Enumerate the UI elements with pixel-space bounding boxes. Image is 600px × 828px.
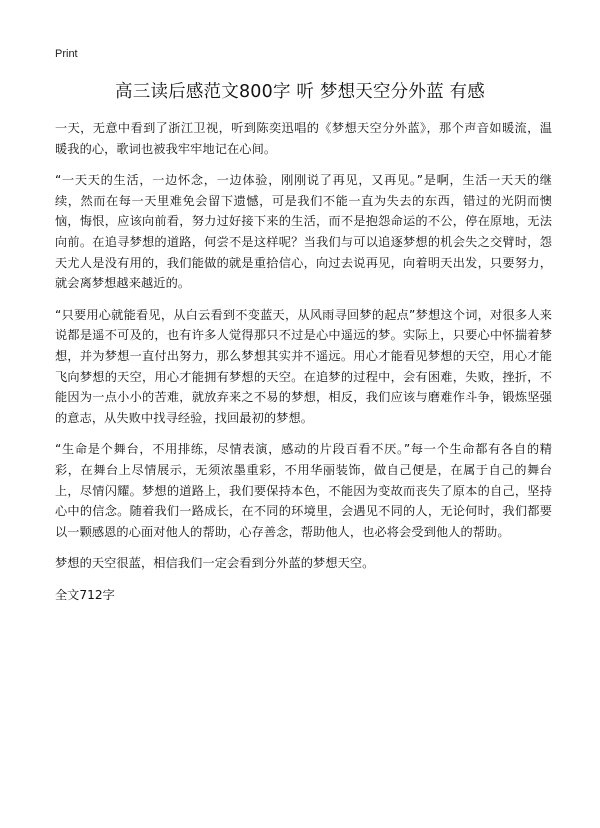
article-body [55,118,552,605]
document-title: 高三读后感范文800字 听 梦想天空分外蓝 有感 [115,82,485,102]
paragraph-4: “生命是个舞台，不用排练，尽情表演，感动的片段百看不厌。”每一个生命都有各自的精彩，在舞台上尽情展示，无须浓墨重彩，不用华丽装饰，做自己便是，在属于自己的舞台上，尽情闪耀。梦想的道路上，我们要保持本色，不能因为变故而丧失了原本的自己，坚持心中的信念。随着我们一路成长，在不同的环境里，会遇见不同的人，无论何时，我们都要以一颗感恩的心面对他人的帮助，心存善念，帮助他人，也必将会受到他人的帮助。 [55,442,552,539]
paragraph-5: 梦想的天空很蓝，相信我们一定会看到分外蓝的梦想天空。 [55,556,375,571]
paragraph-2: “一天天的生活，一边怀念，一边体验，刚刚说了再见，又再见。”是啊，生活一天天的继续，然而在每一天里难免会留下遗憾，可是我们不能一直为失去的东西，错过的光阴而懊恼，悔恨，应该向前看，努力过好接下来的生活，而不是抱怨命运的不公，停在原地，无法向前。在追寻梦想的道路，何尝不是这样呢？当我们与可以追逐梦想的机会失之交臂时，怨天尤人是没有用的，我们能做的就是重拾信心，向过去说再见，向着明天出发，只要努力，就会离梦想越来越近的。 [55,173,552,291]
paragraph-1: 一天，无意中看到了浙江卫视，听到陈奕迅唱的《梦想天空分外蓝》，那个声音如暖流，温暖我的心，歌词也被我牢牢地记在心间。 [55,121,552,156]
print-link[interactable]: Print [55,48,78,60]
paragraph-3: “只要用心就能看见，从白云看到不变蓝天，从风雨寻回梦的起点”梦想这个词，对很多人来说都是遥不可及的，也有许多人觉得那只不过是心中遥远的梦。实际上，只要心中怀揣着梦想，并为梦想一直付出努力，那么梦想其实并不遥远。用心才能看见梦想的天空，用心才能飞向梦想的天空，用心才能拥有梦想的天空。在追梦的过程中，会有困难，失败，挫折，不能因为一点小小的苦难，就放弃来之不易的梦想，相反，我们应该与磨难作斗争，锻炼坚强的意志，从失败中找寻经验，找回最初的梦想。 [55,307,552,425]
word-count: 全文712字 [55,587,115,602]
